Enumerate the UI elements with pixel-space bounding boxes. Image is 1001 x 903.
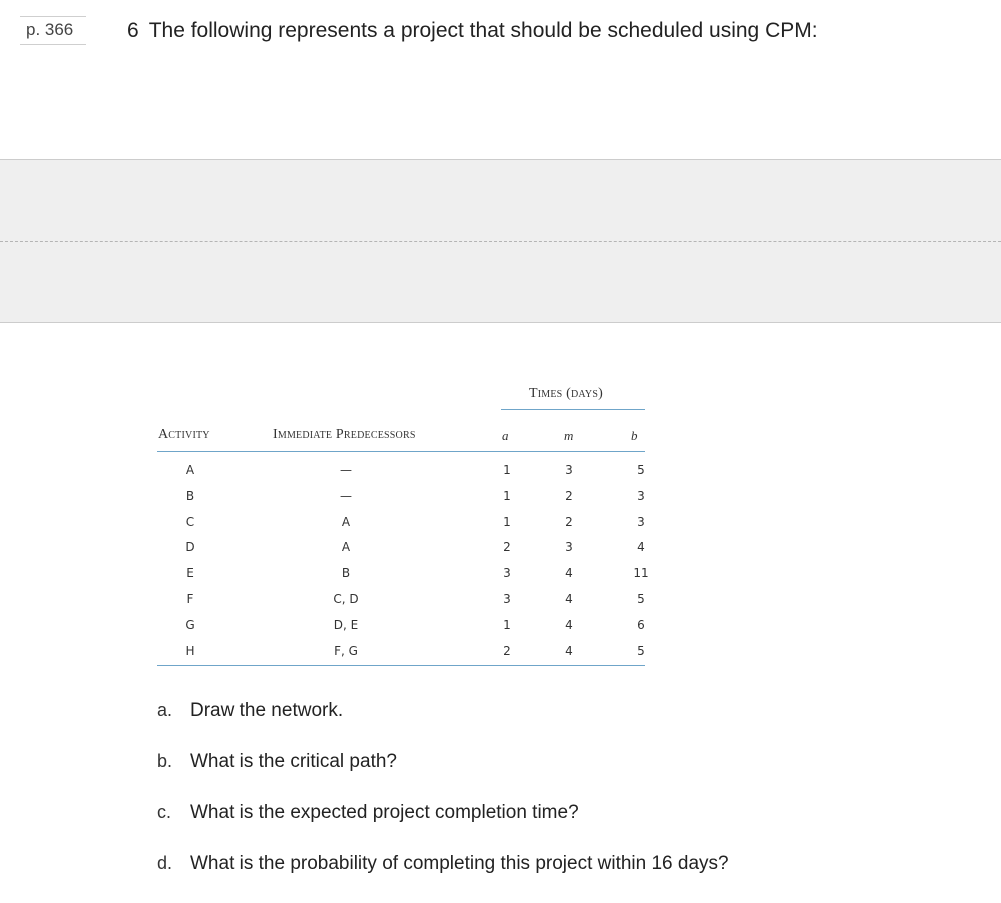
table-cell-m: 2 <box>565 488 573 503</box>
activity-header: Activity <box>158 427 210 442</box>
part-b <box>157 751 397 773</box>
table-cell-activity: A <box>185 463 195 477</box>
part-text: What is the expected project completion time? <box>190 802 579 823</box>
part-label: d. <box>157 853 173 873</box>
table-cell-m: 4 <box>565 617 573 632</box>
table-cell-a: 3 <box>503 592 511 606</box>
table-cell-m: 3 <box>565 540 573 555</box>
answer-band-upper <box>0 159 1001 242</box>
table-cell-m: 2 <box>565 514 573 529</box>
table-cell-b: 11 <box>633 566 649 581</box>
part-text: What is the critical path? <box>190 751 397 772</box>
part-a <box>157 700 343 722</box>
table-cell-pred: B <box>341 566 351 581</box>
part-label: a. <box>157 700 173 720</box>
table-cell-activity: D <box>185 540 195 555</box>
table-cell-m: 4 <box>565 643 573 658</box>
table-cell-b: 3 <box>637 514 645 529</box>
answer-band-lower <box>0 241 1001 323</box>
table-cell-pred: C, D <box>333 592 359 606</box>
part-label: b. <box>157 751 173 771</box>
table-cell-a: 1 <box>503 617 511 632</box>
b-header: b <box>631 428 638 443</box>
table-cell-m: 3 <box>565 463 573 477</box>
table-cell-b: 3 <box>637 488 645 503</box>
table-cell-activity: G <box>185 617 195 632</box>
table-cell-a: 1 <box>503 514 511 529</box>
table-cell-pred: A <box>341 540 351 555</box>
header-rule <box>157 451 645 452</box>
table-cell-a: 2 <box>503 643 511 658</box>
table-cell-a: 1 <box>503 488 511 503</box>
table-cell-activity: E <box>186 566 194 581</box>
table-cell-pred: A <box>341 514 351 529</box>
times-header: Times (days) <box>529 386 603 401</box>
table-cell-b: 4 <box>637 540 645 555</box>
table-cell-activity: H <box>185 643 195 658</box>
times-rule <box>501 409 645 410</box>
table-cell-b: 5 <box>637 643 645 658</box>
part-d <box>157 853 729 875</box>
table-cell-activity: F <box>186 592 194 606</box>
part-text: Draw the network. <box>190 700 344 721</box>
a-header: a <box>502 428 509 443</box>
part-text: What is the probability of completing this project within 16 days? <box>190 853 729 874</box>
table-cell-a: 2 <box>503 540 511 555</box>
table-cell-pred: D, E <box>333 617 359 632</box>
predecessors-header: Immediate Predecessors <box>273 427 416 442</box>
part-c <box>157 802 579 824</box>
part-label: c. <box>157 802 172 822</box>
table-cell-m: 4 <box>565 566 573 581</box>
question-heading <box>127 19 818 43</box>
table-cell-m: 4 <box>565 592 573 606</box>
table-cell-pred: F, G <box>334 643 358 658</box>
bottom-rule <box>157 665 645 666</box>
table-cell-activity: B <box>185 488 195 503</box>
table-cell-activity: C <box>185 514 195 529</box>
table-cell-a: 1 <box>503 463 511 477</box>
table-cell-b: 5 <box>637 592 645 606</box>
table-cell-pred: — <box>340 488 352 503</box>
question-text: The following represents a project that should be scheduled using CPM: <box>148 19 818 42</box>
table-cell-b: 6 <box>637 617 645 632</box>
table-cell-a: 3 <box>503 566 511 581</box>
table-cell-pred: — <box>340 463 352 477</box>
question-number: 6 <box>127 19 139 42</box>
table-cell-b: 5 <box>637 463 645 477</box>
m-header: m <box>564 428 574 443</box>
page-reference: p. 366 <box>20 16 86 45</box>
